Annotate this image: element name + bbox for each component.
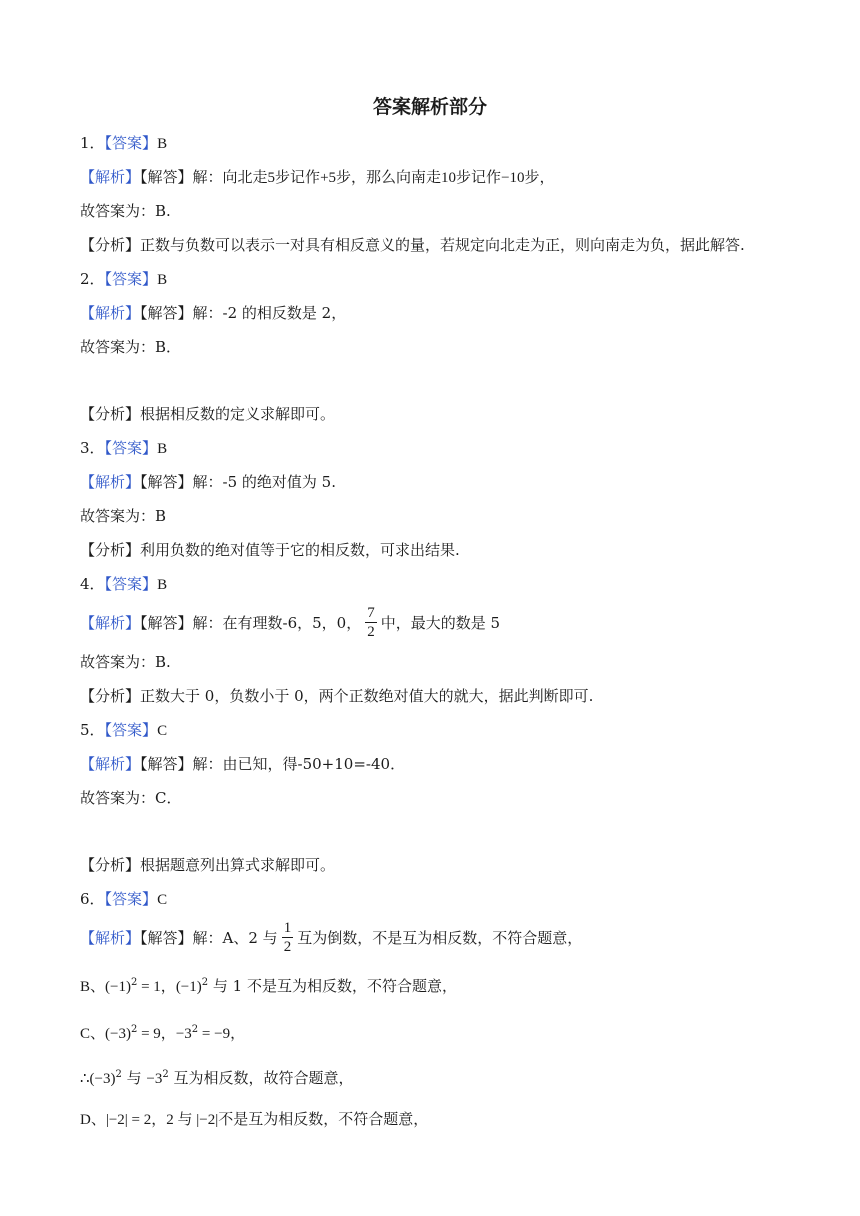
page-title: 答案解析部分 [372,96,487,118]
q5-conclusion: 故答案为：C． [80,789,182,807]
jiexi-label: 【解析】 [80,614,141,632]
q6-therefore-line [80,1064,354,1090]
q6-a-post: 互为倒数，不是互为相反数，不符合题意， [297,929,583,947]
q2-solution: 解：-2 的相反数是 2， [192,304,347,322]
q1-sol-d: +5 [320,170,337,186]
q1-solution-line [80,166,555,189]
q5-answer: C [157,723,168,739]
q4-frac-num: 7 [367,604,375,621]
jieda-label: 【解答】 [140,929,193,947]
fenxi-label: 【分析】 [80,236,141,254]
q6-b-b: = 1， [137,979,176,995]
q3-answer-line [80,437,167,460]
q1-sol-h: −10 [501,170,525,186]
q3-conclusion: 故答案为：B [80,507,167,525]
q6-c-d: = −9， [198,1026,246,1042]
q1-sol-b: 5 [267,170,276,186]
answer-label: 【答案】 [104,439,158,457]
q6-option-b-line [80,972,457,998]
q4-answer-line [80,573,167,596]
q4-number: 4． [80,575,105,593]
q6-a-fraction [282,919,294,956]
jiexi-label: 【解析】 [80,473,141,491]
fenxi-label: 【分析】 [80,856,141,874]
q4-answer: B [157,577,168,593]
jieda-label: 【解答】 [140,614,193,632]
q5-solution: 解：由已知，得-50+10=-40． [192,755,406,773]
q5-answer-line [80,719,167,742]
q6-d-a: D、|−2| = 2，2 与 |−2| [80,1112,219,1128]
q3-solution: 解：-5 的绝对值为 5. [192,473,336,491]
q6-t-c: −3 [146,1071,163,1087]
q5-number: 5． [80,721,105,739]
q6-d-b: 不是互为相反数，不符合题意， [218,1110,429,1128]
q1-sol-g: 步记作 [456,168,502,186]
q4-analysis: 正数大于 0，负数小于 0，两个正数绝对值大的就大，据此判断即可. [140,687,594,705]
q6-answer: C [157,892,168,908]
q2-analysis-line [80,403,335,425]
jiexi-label: 【解析】 [80,168,141,186]
q1-analysis-line [80,234,745,256]
q6-b-sup: 2 [130,977,138,988]
q1-number: 1． [80,134,105,152]
q6-c-a: C、(−3) [80,1026,131,1042]
jieda-label: 【解答】 [140,755,193,773]
q1-sol-i: 步， [524,168,555,186]
q1-conclusion: 故答案为：B. [80,202,171,220]
q2-number: 2． [80,270,105,288]
q4-fraction [365,604,377,641]
answer-label: 【答案】 [104,134,158,152]
q1-answer: B [157,136,168,152]
q6-t-sup-2: 2 [162,1069,169,1080]
q6-t-b: 与 [121,1069,147,1087]
jiexi-label: 【解析】 [80,929,141,947]
q4-sol-pre: 解：在有理数-6，5，0， [192,614,362,632]
q6-number: 6． [80,890,105,908]
therefore-symbol: ∴ [80,1069,90,1087]
q3-analysis: 利用负数的绝对值等于它的相反数，可求出结果. [140,541,460,559]
q1-sol-f: 10 [441,170,457,186]
jiexi-label: 【解析】 [80,755,141,773]
q6-c-sup-2: 2 [191,1024,199,1035]
q4-sol-post: 中，最大的数是 5 [380,614,501,632]
q3-answer: B [157,441,168,457]
q4-solution-line [80,603,500,643]
fenxi-label: 【分析】 [80,405,141,423]
q6-b-sup-2: 2 [201,977,209,988]
q1-answer-line [80,132,167,155]
answer-label: 【答案】 [104,890,158,908]
answer-label: 【答案】 [104,721,158,739]
jieda-label: 【解答】 [140,168,193,186]
q3-number: 3． [80,439,105,457]
q6-t-d: 互为相反数，故符合题意， [168,1069,354,1087]
q6-option-c-line [80,1019,245,1045]
q6-b-d: 与 1 不是互为相反数，不符合题意， [208,977,457,995]
q1-sol-c: 步记作 [275,168,321,186]
q6-t-a: (−3) [89,1071,116,1087]
q2-analysis: 根据相反数的定义求解即可。 [140,405,336,423]
fenxi-label: 【分析】 [80,541,141,559]
q2-solution-line [80,302,346,324]
q6-option-a-line [80,918,582,958]
q3-analysis-line [80,539,460,561]
q6-c-b: = 9， [137,1026,176,1042]
q2-conclusion: 故答案为：B． [80,338,182,356]
q5-solution-line [80,753,405,775]
q6-a-pre: 解：A、2 与 [192,929,278,947]
q5-analysis: 根据题意列出算式求解即可。 [140,856,336,874]
q6-b-c: (−1) [175,979,202,995]
q4-analysis-line [80,685,593,707]
jieda-label: 【解答】 [140,473,193,491]
q3-solution-line [80,471,336,493]
q4-frac-den: 2 [367,623,375,640]
q6-answer-line [80,888,167,911]
q5-analysis-line [80,854,335,876]
q6-a-frac-num: 1 [283,919,292,936]
q1-sol-e: 步，那么向南走 [336,168,442,186]
q6-option-d-line [80,1108,428,1131]
q6-t-sup: 2 [115,1069,122,1080]
q2-answer-line [80,268,167,291]
fenxi-label: 【分析】 [80,687,141,705]
jieda-label: 【解答】 [140,304,193,322]
q1-analysis: 正数与负数可以表示一对具有相反意义的量，若规定向北走为正，则向南走为负，据此解答. [140,236,745,254]
q6-a-frac-den: 2 [283,938,292,955]
q6-c-sup: 2 [130,1024,138,1035]
jiexi-label: 【解析】 [80,304,141,322]
q2-answer: B [157,272,168,288]
q6-b-a: B、(−1) [80,979,131,995]
answer-label: 【答案】 [104,575,158,593]
q4-conclusion: 故答案为：B. [80,653,171,671]
q6-c-c: −3 [175,1026,192,1042]
q1-sol-a: 解：向北走 [192,168,268,186]
answer-label: 【答案】 [104,270,158,288]
